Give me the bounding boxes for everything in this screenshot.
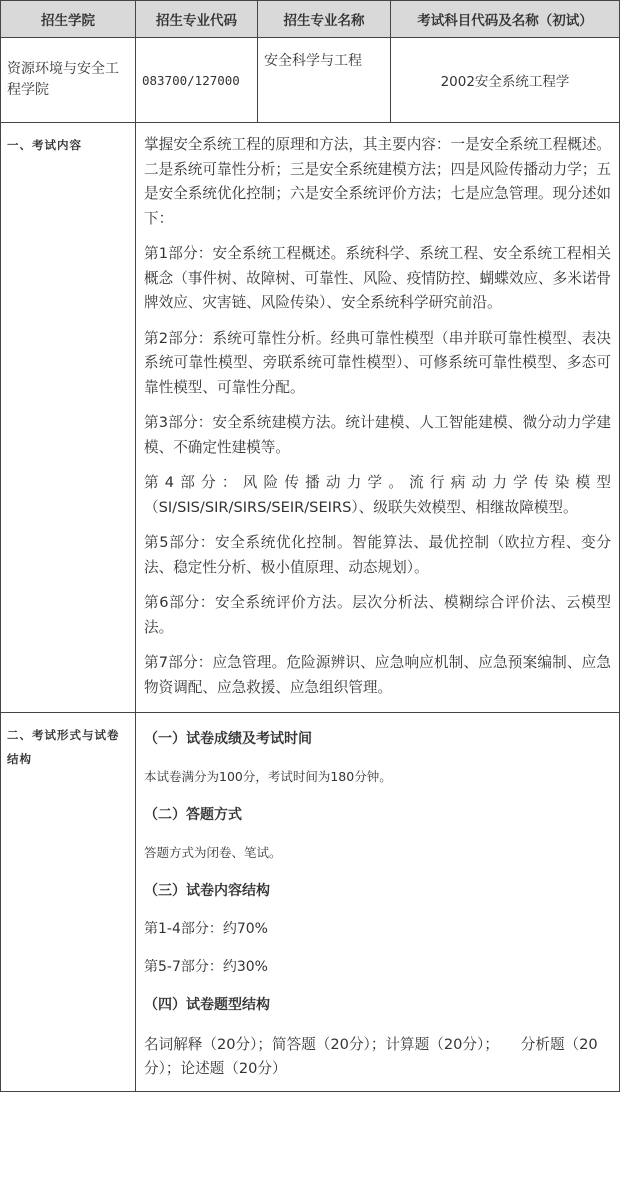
content-paragraph: 第3部分：安全系统建模方法。统计建模、人工智能建模、微分动力学建模、不确定性建模等。: [144, 414, 611, 456]
college-cell: 资源环境与安全工程学院: [1, 38, 136, 123]
major-code-cell: 083700/127000: [136, 38, 258, 123]
exam-content-body: [136, 123, 620, 713]
format-heading-question-types: （四）试卷题型结构: [144, 997, 270, 1013]
content-paragraph: 第6部分：安全系统评价方法。层次分析法、模糊综合评价法、云模型法。: [144, 594, 611, 636]
format-heading-content-structure: （三）试卷内容结构: [144, 883, 270, 899]
exam-format-row: [1, 713, 620, 1092]
content-paragraph: 第7部分：应急管理。危险源辨识、应急响应机制、应急预案编制、应急物资调配、应急救援、应急组织管理。: [144, 654, 611, 696]
major-name-cell: 安全科学与工程: [258, 38, 391, 123]
header-row: [1, 1, 620, 38]
header-college: 招生学院: [1, 1, 136, 38]
format-text-part1-4: 第1-4部分：约70%: [144, 921, 268, 937]
subject-cell: 2002安全系统工程学: [391, 38, 620, 123]
format-text-score-time: 本试卷满分为100分，考试时间为180分钟。: [144, 769, 392, 784]
exam-content-row: [1, 123, 620, 713]
header-subject: 考试科目代码及名称（初试）: [391, 1, 620, 38]
format-text-part5-7: 第5-7部分：约30%: [144, 959, 268, 975]
exam-content-title: 一、考试内容: [1, 123, 136, 713]
info-row: [1, 38, 620, 123]
content-paragraph: 第4部分：风险传播动力学。流行病动力学传染模型（SI/SIS/SIR/SIRS/SEIR/SEIRS）、级联失效模型、相继故障模型。: [144, 474, 611, 516]
content-paragraph: 掌握安全系统工程的原理和方法，其主要内容：一是安全系统工程概述。二是系统可靠性分析；三是安全系统建模方法；四是风险传播动力学；五是安全系统优化控制；六是安全系统评价方法；七是应急管理。现分述如下：: [144, 136, 612, 227]
content-paragraph: 第5部分：安全系统优化控制。智能算法、最优控制（欧拉方程、变分法、稳定性分析、极小值原理、动态规划）。: [144, 534, 611, 576]
header-major-code: 招生专业代码: [136, 1, 258, 38]
exam-format-title: 二、考试形式与试卷结构: [1, 713, 136, 1092]
content-paragraph: 第1部分：安全系统工程概述。系统科学、系统工程、安全系统工程相关概念（事件树、故障树、可靠性、风险、疫情防控、蝴蝶效应、多米诺骨牌效应、灾害链、风险传染）、安全系统科学研究前沿。: [144, 245, 612, 311]
exam-format-body: [136, 713, 620, 1092]
format-text-question-types: 名词解释（20分）；简答题（20分）；计算题（20分）； 分析题（20分）；论述题（20分）: [144, 1036, 598, 1077]
format-text-answer-mode: 答题方式为闭卷、笔试。: [144, 845, 282, 860]
format-heading-answer-mode: （二）答题方式: [144, 807, 242, 823]
header-major-name: 招生专业名称: [258, 1, 391, 38]
content-paragraph: 第2部分：系统可靠性分析。经典可靠性模型（串并联可靠性模型、表决系统可靠性模型、旁联系统可靠性模型）、可修系统可靠性模型、多态可靠性模型、可靠性分配。: [144, 329, 611, 396]
format-heading-score-time: （一）试卷成绩及考试时间: [144, 731, 312, 747]
